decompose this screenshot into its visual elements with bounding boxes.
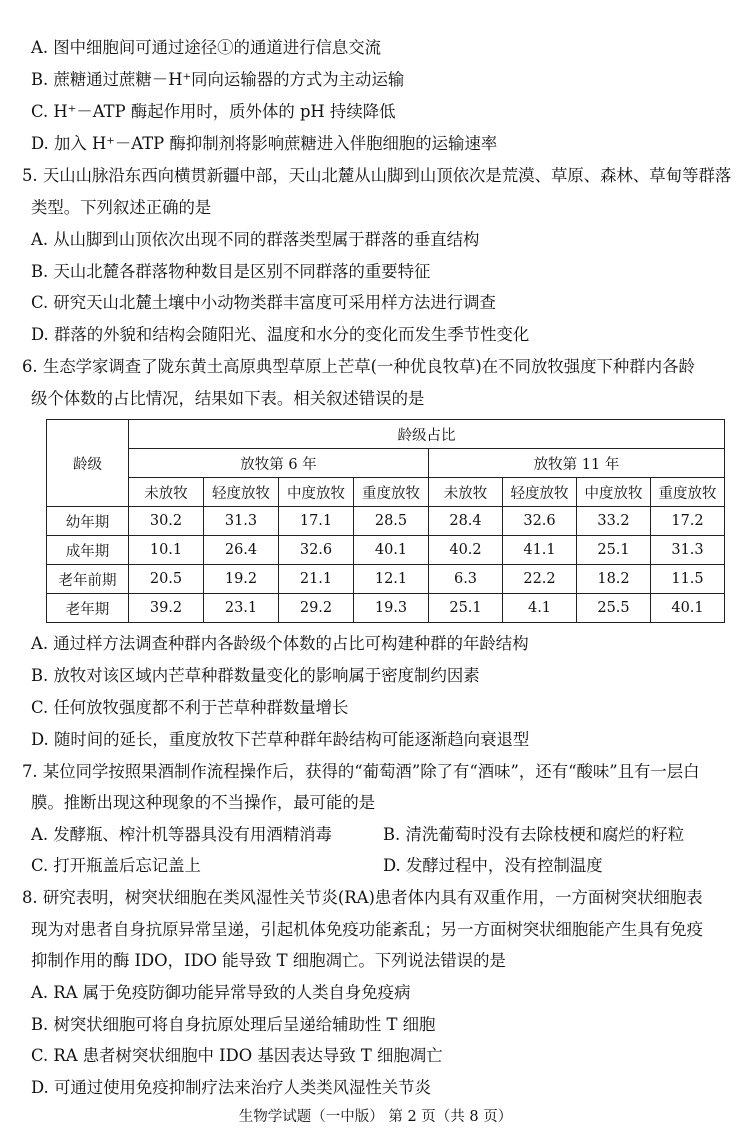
q7-option-b: B. 清洗葡萄时没有去除枝梗和腐烂的籽粒 (383, 825, 685, 844)
q6-option-c: C. 任何放牧强度都不利于芒草种群数量增长 (31, 698, 349, 717)
table-sub-header: 未放牧 (429, 478, 503, 507)
q4-option-c: C. H⁺－ATP 酶起作用时，质外体的 pH 持续降低 (31, 102, 396, 121)
table-cell: 32.6 (279, 536, 354, 565)
table-cell: 4.1 (503, 594, 577, 623)
table-cell: 19.2 (204, 565, 279, 594)
q8-stem-line-1: 8. 研究表明，树突状细胞在类风湿性关节炎(RA)患者体内具有双重作用，一方面树突状细胞表 (22, 888, 703, 907)
table-row-label: 老年前期 (47, 565, 129, 594)
q4-option-a: A. 图中细胞间可通过途径①的通道进行信息交流 (31, 38, 382, 57)
table-cell: 25.1 (577, 536, 651, 565)
q8-option-c: C. RA 患者树突状细胞中 IDO 基因表达导致 T 细胞凋亡 (31, 1046, 443, 1065)
table-cell: 12.1 (354, 565, 429, 594)
table-cell: 26.4 (204, 536, 279, 565)
table-cell: 6.3 (429, 565, 503, 594)
table-sub-header: 未放牧 (129, 478, 204, 507)
table-sub-header: 中度放牧 (279, 478, 354, 507)
table-year-group-11: 放牧第 11 年 (429, 449, 725, 478)
q5-stem-line-2: 类型。下列叙述正确的是 (31, 198, 212, 217)
q7-option-d: D. 发酵过程中，没有控制温度 (383, 856, 603, 875)
table-row-label: 老年期 (47, 594, 129, 623)
table-row (47, 507, 725, 536)
table-cell: 40.1 (651, 594, 725, 623)
table-cell: 40.1 (354, 536, 429, 565)
table-cell: 22.2 (503, 565, 577, 594)
q6-stem-line-1: 6. 生态学家调查了陇东黄土高原典型草原上芒草(一种优良牧草)在不同放牧强度下种群内各龄 (22, 357, 695, 376)
table-cell: 18.2 (577, 565, 651, 594)
table-row (47, 565, 725, 594)
table-cell: 21.1 (279, 565, 354, 594)
table-row-header: 龄级 (47, 420, 129, 507)
q6-option-d: D. 随时间的延长，重度放牧下芒草种群年龄结构可能逐渐趋向衰退型 (31, 730, 530, 749)
q5-stem-line-1: 5. 天山山脉沿东西向横贯新疆中部，天山北麓从山脚到山顶依次是荒漠、草原、森林、草甸等群落 (22, 166, 732, 185)
table-cell: 33.2 (577, 507, 651, 536)
page-footer: 生物学试题（一中版） 第 2 页（共 8 页） (238, 1109, 513, 1125)
table-cell: 28.5 (354, 507, 429, 536)
table-cell: 31.3 (651, 536, 725, 565)
table-cell: 32.6 (503, 507, 577, 536)
table-cell: 10.1 (129, 536, 204, 565)
age-class-table (46, 419, 725, 623)
table-cell: 40.2 (429, 536, 503, 565)
table-sub-header: 重度放牧 (651, 478, 725, 507)
q4-option-b: B. 蔗糖通过蔗糖－H⁺同向运输器的方式为主动运输 (31, 70, 405, 89)
q7-stem-line-1: 7. 某位同学按照果酒制作流程操作后，获得的“葡萄酒”除了有“酒味”，还有“酸味”且有一层白 (22, 762, 700, 781)
q7-option-a: A. 发酵瓶、榨汁机等器具没有用酒精消毒 (31, 825, 332, 844)
table-row (47, 536, 725, 565)
table-cell: 31.3 (204, 507, 279, 536)
q5-option-b: B. 天山北麓各群落物种数目是区别不同群落的重要特征 (31, 262, 431, 281)
q6-option-b: B. 放牧对该区域内芒草种群数量变化的影响属于密度制约因素 (31, 666, 480, 685)
table-cell: 28.4 (429, 507, 503, 536)
q8-option-b: B. 树突状细胞可将自身抗原处理后呈递给辅助性 T 细胞 (31, 1015, 436, 1034)
table-sub-header: 重度放牧 (354, 478, 429, 507)
table-sub-header: 轻度放牧 (204, 478, 279, 507)
q8-option-d: D. 可通过使用免疫抑制疗法来治疗人类类风湿性关节炎 (31, 1078, 431, 1097)
q6-stem-line-2: 级个体数的占比情况，结果如下表。相关叙述错误的是 (31, 389, 425, 408)
table-cell: 11.5 (651, 565, 725, 594)
q8-stem-line-3: 抑制作用的酶 IDO，IDO 能导致 T 细胞凋亡。下列说法错误的是 (31, 951, 506, 970)
q8-stem-line-2: 现为对患者自身抗原异常呈递，引起机体免疫功能紊乱；另一方面树突状细胞能产生具有免疫 (31, 920, 704, 939)
table-year-group-6: 放牧第 6 年 (129, 449, 429, 478)
table-cell: 19.3 (354, 594, 429, 623)
table-cell: 23.1 (204, 594, 279, 623)
table-sub-header: 中度放牧 (577, 478, 651, 507)
table-cell: 30.2 (129, 507, 204, 536)
table-cell: 20.5 (129, 565, 204, 594)
table-cell: 25.5 (577, 594, 651, 623)
q7-option-c: C. 打开瓶盖后忘记盖上 (31, 856, 201, 875)
table-row (47, 594, 725, 623)
table-row-label: 成年期 (47, 536, 129, 565)
table-cell: 39.2 (129, 594, 204, 623)
q7-stem-line-2: 膜。推断出现这种现象的不当操作，最可能的是 (31, 793, 376, 812)
table-cell: 41.1 (503, 536, 577, 565)
q6-option-a: A. 通过样方法调查种群内各龄级个体数的占比可构建种群的年龄结构 (31, 634, 529, 653)
q5-option-c: C. 研究天山北麓土壤中小动物类群丰富度可采用样方法进行调查 (31, 293, 496, 312)
table-col-header: 龄级占比 (129, 420, 725, 449)
q8-option-a: A. RA 属于免疫防御功能异常导致的人类自身免疫病 (31, 983, 411, 1002)
table-cell: 17.2 (651, 507, 725, 536)
q5-option-d: D. 群落的外貌和结构会随阳光、温度和水分的变化而发生季节性变化 (31, 325, 530, 344)
table-sub-header: 轻度放牧 (503, 478, 577, 507)
table-row-label: 幼年期 (47, 507, 129, 536)
table-cell: 25.1 (429, 594, 503, 623)
table-cell: 29.2 (279, 594, 354, 623)
q5-option-a: A. 从山脚到山顶依次出现不同的群落类型属于群落的垂直结构 (31, 230, 480, 249)
q4-option-d: D. 加入 H⁺－ATP 酶抑制剂将影响蔗糖进入伴胞细胞的运输速率 (31, 134, 498, 153)
table-cell: 17.1 (279, 507, 354, 536)
